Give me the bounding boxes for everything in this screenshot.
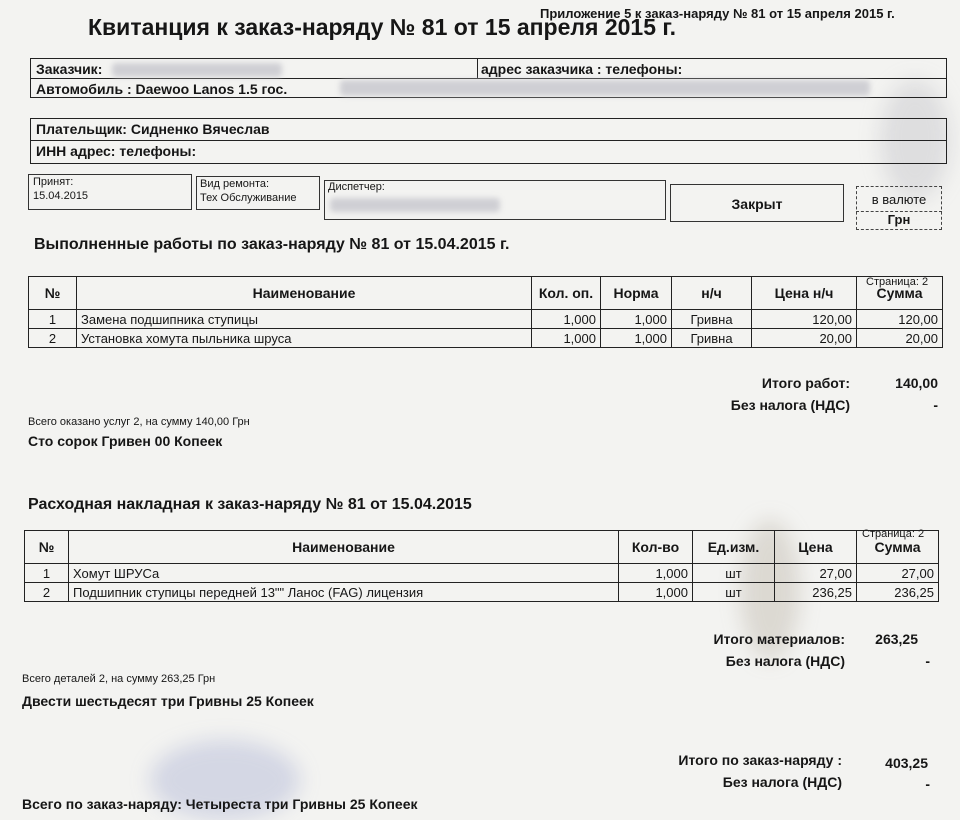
table-row	[29, 310, 943, 329]
materials-page-label: Страница: 2	[862, 528, 925, 540]
materials-col-unit: Ед.изм.	[693, 531, 775, 564]
materials-total-label: Итого материалов:	[713, 631, 845, 647]
table-row	[25, 583, 939, 602]
divider	[30, 140, 947, 141]
row-sum: 236,25	[857, 583, 939, 602]
accepted-date: 15.04.2015	[33, 190, 89, 202]
works-page-label: Страница: 2	[866, 276, 929, 288]
works-col-unit: н/ч	[672, 277, 752, 310]
materials-col-qty: Кол-во	[619, 531, 693, 564]
works-total-label: Итого работ:	[761, 375, 850, 391]
row-price: 236,25	[775, 583, 857, 602]
table-row	[25, 564, 939, 583]
row-number: 1	[29, 310, 77, 329]
materials-col-name: Наименование	[69, 531, 619, 564]
table-row	[29, 329, 943, 348]
works-tax-value: -	[933, 397, 938, 413]
row-qty: 1,000	[619, 564, 693, 583]
car-label: Автомобиль : Daewoo Lanos 1.5 гос.	[36, 81, 288, 97]
row-sum: 27,00	[857, 564, 939, 583]
materials-tax-value: -	[925, 653, 930, 669]
works-col-price: Цена н/ч	[752, 277, 857, 310]
row-sum: 20,00	[857, 329, 943, 348]
works-col-sum: Сумма	[857, 277, 943, 310]
grand-tax-value: -	[925, 776, 930, 792]
dispatcher-label: Диспетчер:	[328, 181, 385, 193]
materials-table	[24, 530, 939, 602]
currency-label: в валюте	[871, 192, 927, 207]
grand-total-value: 403,25	[885, 755, 928, 771]
grand-tax-label: Без налога (НДС)	[722, 774, 842, 790]
works-col-qty: Кол. оп.	[532, 277, 601, 310]
works-col-no: №	[29, 277, 77, 310]
inn-label: ИНН адрес: телефоны:	[36, 143, 197, 159]
row-name: Установка хомута пыльника шруса	[77, 329, 532, 348]
works-tax-label: Без налога (НДС)	[730, 397, 850, 413]
row-name: Подшипник ступицы передней 13"" Ланос (FAG) лицензия	[69, 583, 619, 602]
row-number: 2	[29, 329, 77, 348]
materials-col-price: Цена	[775, 531, 857, 564]
customer-label: Заказчик:	[36, 61, 103, 77]
redacted-dispatcher	[330, 198, 500, 212]
materials-col-sum: Сумма	[857, 531, 939, 564]
row-qty: 1,000	[532, 329, 601, 348]
status-value: Закрыт	[731, 196, 783, 212]
works-summary-line: Всего оказано услуг 2, на сумму 140,00 Грн	[28, 416, 250, 428]
divider	[30, 78, 947, 79]
materials-tax-label: Без налога (НДС)	[725, 653, 845, 669]
repair-type-label: Вид ремонта:	[200, 178, 270, 190]
page-title: Квитанция к заказ-наряду № 81 от 15 апреля 2015 г.	[88, 14, 677, 40]
redacted-plate	[340, 80, 870, 96]
redacted-customer-name	[112, 63, 282, 77]
row-name: Хомут ШРУСа	[69, 564, 619, 583]
row-number: 2	[25, 583, 69, 602]
payer-label: Плательщик: Сидненко Вячеслав	[36, 121, 270, 137]
row-price: 120,00	[752, 310, 857, 329]
row-sum: 120,00	[857, 310, 943, 329]
row-qty: 1,000	[619, 583, 693, 602]
row-price: 20,00	[752, 329, 857, 348]
works-header-row	[29, 277, 943, 310]
grand-total-label: Итого по заказ-наряду :	[678, 752, 842, 768]
row-number: 1	[25, 564, 69, 583]
materials-title: Расходная накладная к заказ-наряду № 81 от 15.04.2015	[28, 496, 472, 513]
row-name: Замена подшипника ступицы	[77, 310, 532, 329]
row-norm: 1,000	[601, 329, 672, 348]
divider	[477, 58, 478, 78]
works-title: Выполненные работы по заказ-наряду № 81 от 15.04.2015 г.	[34, 236, 510, 253]
row-unit: шт	[693, 564, 775, 583]
row-norm: 1,000	[601, 310, 672, 329]
materials-total-value: 263,25	[875, 631, 918, 647]
customer-address-label: адрес заказчика : телефоны:	[481, 61, 683, 77]
appendix-note: Приложение 5 к заказ-наряду № 81 от 15 апреля 2015 г.	[540, 6, 895, 21]
materials-col-no: №	[25, 531, 69, 564]
works-summary-words: Сто сорок Гривен 00 Копеек	[28, 433, 223, 449]
grand-summary-words: Всего по заказ-наряду: Четыреста три Гривны 25 Копеек	[22, 796, 418, 812]
repair-type-value: Тех Обслуживание	[200, 192, 297, 204]
works-col-norm: Норма	[601, 277, 672, 310]
row-unit: Гривна	[672, 310, 752, 329]
works-table	[28, 276, 943, 348]
works-col-name: Наименование	[77, 277, 532, 310]
row-unit: шт	[693, 583, 775, 602]
works-total-value: 140,00	[895, 375, 938, 391]
row-qty: 1,000	[532, 310, 601, 329]
row-unit: Гривна	[672, 329, 752, 348]
materials-header-row	[25, 531, 939, 564]
currency-value: Грн	[856, 211, 942, 227]
materials-summary-words: Двести шестьдесят три Гривны 25 Копеек	[22, 693, 314, 709]
materials-summary-line: Всего деталей 2, на сумму 263,25 Грн	[22, 673, 216, 685]
accepted-label: Принят:	[33, 176, 74, 188]
row-price: 27,00	[775, 564, 857, 583]
